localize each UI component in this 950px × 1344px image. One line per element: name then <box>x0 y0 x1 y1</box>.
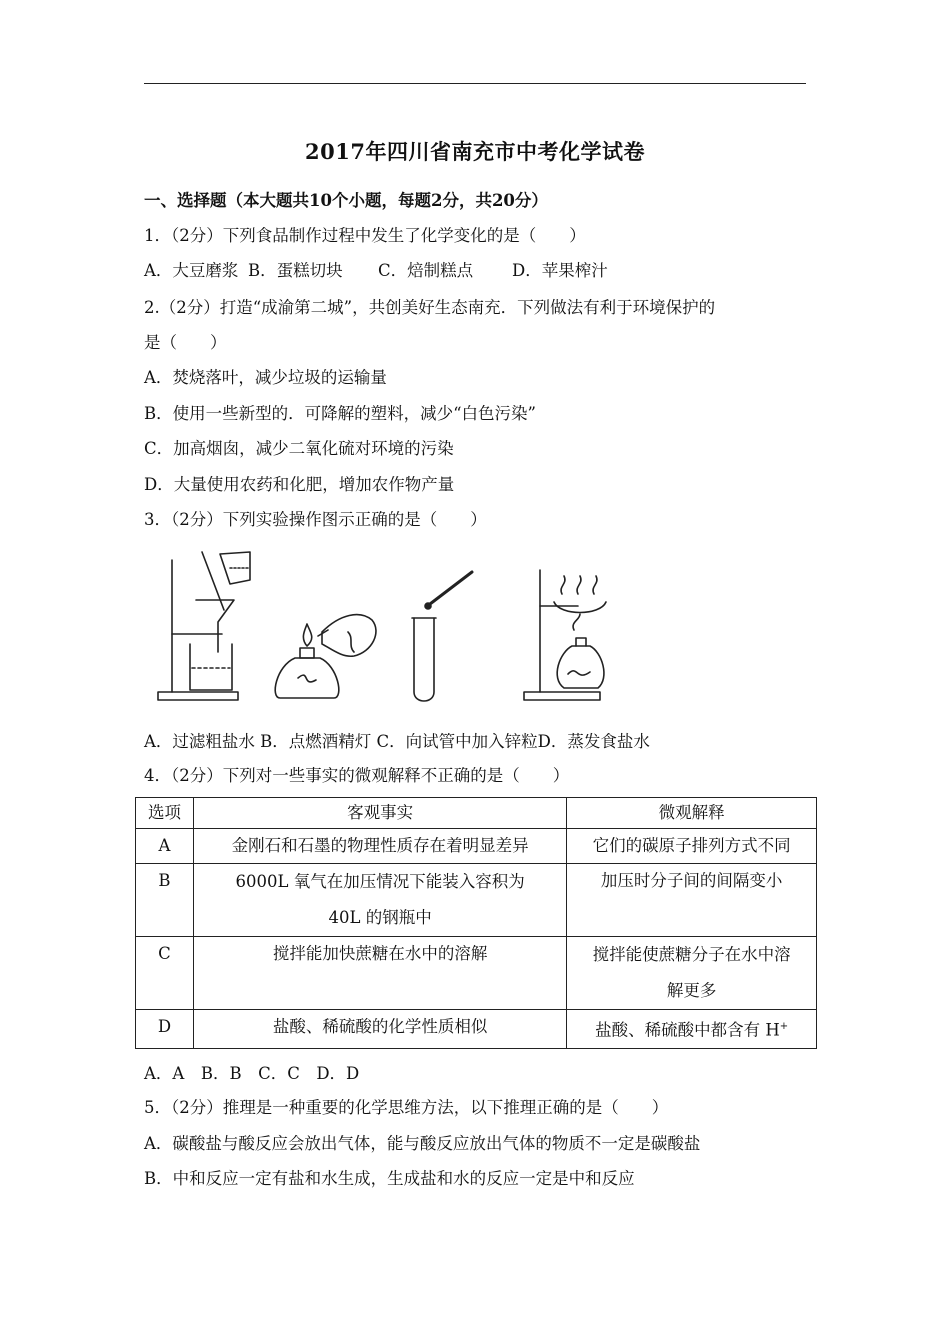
row-c-explain-line2: 解更多 <box>666 981 717 1000</box>
q3-options: A．过滤粗盐水 B．点燃酒精灯 C．向试管中加入锌粒D．蒸发食盐水 <box>144 732 650 751</box>
q5-option-b: B．中和反应一定有盐和水生成，生成盐和水的反应一定是中和反应 <box>144 1169 635 1188</box>
table-row <box>136 829 817 864</box>
q4-stem: 4．（2分）下列对一些事实的微观解释不正确的是（ ） <box>144 766 570 785</box>
table-row <box>136 864 817 937</box>
header-rule <box>144 83 806 84</box>
table-header-row <box>136 798 817 829</box>
facts-table <box>135 797 817 1049</box>
q3-stem: 3．（2分）下列实验操作图示正确的是（ ） <box>144 510 487 529</box>
row-b-fact-line2: 40L 的钢瓶中 <box>328 908 432 927</box>
q1-option-b: B．蛋糕切块 <box>248 261 343 280</box>
evaporation-apparatus-figure <box>524 570 606 700</box>
q5-option-a: A．碳酸盐与酸反应会放出气体，能与酸反应放出气体的物质不一定是碳酸盐 <box>144 1134 701 1153</box>
q2-option-d: D．大量使用农药和化肥，增加农作物产量 <box>144 475 455 494</box>
row-b-explain: 加压时分子间的间隔变小 <box>567 864 817 937</box>
q4-answer-options: A．A B．B C．C D．D <box>144 1064 360 1083</box>
hydrogen-ion-charge: + <box>779 1021 789 1032</box>
row-a-option: A <box>136 829 194 864</box>
row-d-explain-text: 盐酸、稀硫酸中都含有 H <box>595 1020 780 1040</box>
q2-option-c: C．加高烟囱，减少二氧化硫对环境的污染 <box>144 439 454 458</box>
table-row <box>136 1010 817 1049</box>
q1-stem: 1．（2分）下列食品制作过程中发生了化学变化的是（ ） <box>144 226 586 245</box>
row-d-fact: 盐酸、稀硫酸的化学性质相似 <box>193 1010 566 1049</box>
row-c-fact: 搅拌能加快蔗糖在水中的溶解 <box>193 937 566 1010</box>
row-b-option: B <box>136 864 194 937</box>
q2-option-b: B．使用一些新型的．可降解的塑料，减少“白色污染” <box>144 404 536 423</box>
row-b-fact-line1: 6000L 氧气在加压情况下能装入容积为 <box>235 872 525 891</box>
row-c-explain-line1: 搅拌能使蔗糖分子在水中溶 <box>592 945 791 964</box>
q1-options <box>144 260 608 282</box>
q1-option-c: C．焙制糕点 <box>378 261 474 280</box>
row-c-option: C <box>136 937 194 1010</box>
row-d-explain <box>567 1010 817 1049</box>
header-option: 选项 <box>136 798 194 829</box>
row-a-fact: 金刚石和石墨的物理性质存在着明显差异 <box>193 829 566 864</box>
test-tube-figure <box>412 572 472 701</box>
row-c-explain <box>567 937 817 1010</box>
q2-stem-line1: 2.（2分）打造“成渝第二城”，共创美好生态南充．下列做法有利于环境保护的 <box>144 298 716 317</box>
section-heading: 一、选择题（本大题共10个小题，每题2分，共20分） <box>144 191 548 210</box>
header-fact: 客观事实 <box>193 798 566 829</box>
filtration-apparatus-figure <box>158 552 250 700</box>
header-explain: 微观解释 <box>567 798 817 829</box>
q5-stem: 5．（2分）推理是一种重要的化学思维方法，以下推理正确的是（ ） <box>144 1098 669 1117</box>
q1-option-a: A．大豆磨浆 <box>144 261 239 280</box>
exam-title: 2017年四川省南充市中考化学试卷 <box>305 139 645 164</box>
row-a-explain: 它们的碳原子排列方式不同 <box>567 829 817 864</box>
q1-option-d: D．苹果榨汁 <box>512 261 608 280</box>
q2-stem-line2: 是（ ） <box>144 333 227 352</box>
table-row <box>136 937 817 1010</box>
row-b-fact <box>193 864 566 937</box>
q2-option-a: A．焚烧落叶，减少垃圾的运输量 <box>144 368 387 387</box>
alcohol-lamp-figure <box>275 615 376 698</box>
lab-operations-figure <box>150 548 630 708</box>
row-d-option: D <box>136 1010 194 1049</box>
